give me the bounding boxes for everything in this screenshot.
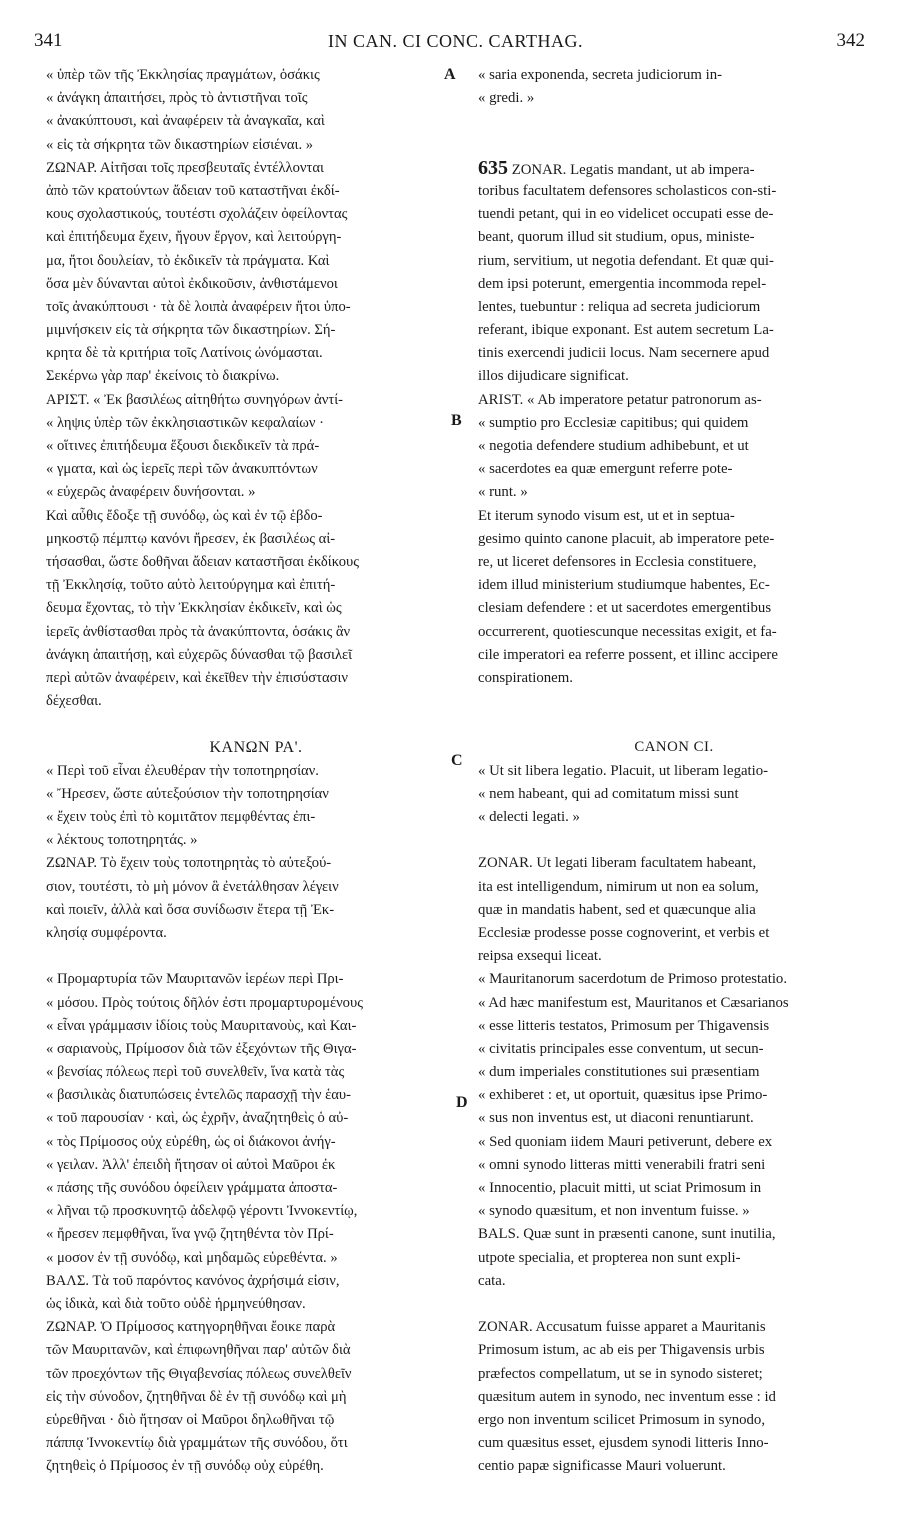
- greek-text-line: « ὑπὲρ τῶν τῆς Ἐκκλησίας πραγμάτων, ὁσάκις: [46, 67, 320, 83]
- margin-letter-b: B: [451, 412, 462, 429]
- latin-text-line: ZONAR. Accusatum fuisse apparet a Mauritanis: [478, 1319, 766, 1336]
- greek-text-line: « βενσίας πόλεως περὶ τοῦ συνελθεῖν, ἵνα κατὰ τὰς: [46, 1064, 345, 1081]
- latin-text-line: dem ipsi poterunt, emergentia incommoda repel-: [478, 275, 767, 292]
- greek-text-line: καὶ ἐπιτήδευμα ἔχειν, ἤγουν ἔργον, καὶ λειτούργη-: [46, 229, 342, 246]
- greek-text-line: « γματα, καὶ ὡς ἱερεῖς περὶ τῶν ἀνακυπτόντων: [46, 461, 318, 478]
- greek-text-line: ἀπὸ τῶν κρατούντων ἄδειαν τοῦ καταστῆναι ἐκδί-: [46, 182, 340, 199]
- latin-text-line: « dum imperiales constitutiones sui præsentiam: [478, 1064, 760, 1081]
- latin-zonar-start: ZONAR. Legatis mandant, ut ab impera-: [511, 161, 755, 178]
- latin-text-line: Primosum istum, ac ab eis per Thigavensis urbis: [478, 1342, 765, 1359]
- greek-text-line: ΖΩΝΑΡ. Τὸ ἔχειν τοὺς τοποτηρητὰς τὸ αὐτεξού-: [46, 855, 332, 872]
- greek-text-line: τῇ Ἐκκλησίᾳ, τοῦτο αὐτὸ λειτούργημα καὶ ἐπιτή-: [46, 577, 336, 594]
- greek-text-line: μιμνήσκειν εἰς τὰ σήκρητα τῶν δικαστηρίων. Σή-: [46, 322, 336, 339]
- greek-text-line: εὑρεθῆναι · διὸ ἤτησαν οἱ Μαῦροι δηλωθῆναι τῷ: [46, 1411, 335, 1428]
- latin-text-line: « Ad hæc manifestum est, Mauritanos et Cæsarianos: [478, 994, 789, 1011]
- latin-text-line: clesiam defendere : et ut sacerdotes emergentibus: [478, 600, 772, 617]
- margin-letter-c: C: [451, 752, 463, 769]
- latin-column: [478, 64, 870, 1478]
- left-page-number: 341: [34, 30, 63, 51]
- greek-text-line: « ἀνακύπτουσι, καὶ ἀναφέρειν τὰ ἀναγκαῖα, καὶ: [46, 113, 325, 130]
- greek-text-line: Καὶ αὖθις ἔδοξε τῇ συνόδῳ, ὡς καὶ ἐν τῷ ἑβδο-: [46, 507, 323, 524]
- latin-text-line: tuendi petant, qui in eo videlicet occupati esse de-: [478, 206, 774, 223]
- latin-text-line: « negotia defendere studium adhibebunt, et ut: [478, 438, 749, 454]
- latin-text-line: « sacerdotes ea quæ emergunt referre pote-: [478, 461, 733, 478]
- latin-text-line: præfectos compellatum, ut se in synodo sisteret;: [478, 1365, 763, 1382]
- greek-text-line: « μόσου. Πρὸς τούτοις δῆλόν ἐστι προμαρτυρομένους: [46, 994, 363, 1011]
- latin-text-line: BALS. Quæ sunt in præsenti canone, sunt inutilia,: [478, 1226, 776, 1243]
- greek-text-line: τῶν προεχόντων τῆς Θιγαβενσίας πόλεως συνελθεῖν: [46, 1365, 352, 1382]
- margin-letter-a: A: [444, 66, 456, 83]
- latin-text-line: occurrerent, quotiescunque necessitas exigit, et fa-: [478, 623, 777, 640]
- greek-spacer: [46, 713, 466, 736]
- greek-text-line: ΒΑΛΣ. Τὰ τοῦ παρόντος κανόνος ἀχρήσιμά εἰσιν,: [46, 1272, 340, 1289]
- margin-letter-d: D: [456, 1094, 468, 1111]
- latin-text-line: toribus facultatem defensores scholasticos con-sti-: [478, 182, 777, 199]
- page-header: [0, 30, 911, 58]
- latin-text-line: utpote specialia, et propterea non sunt expli-: [478, 1249, 741, 1266]
- greek-text-line: « εὐχερῶς ἀναφέρειν δυνήσονται. »: [46, 484, 256, 501]
- greek-spacer: [46, 945, 466, 968]
- latin-text-line: Ecclesiæ prodesse posse cognoverint, et verbis et: [478, 924, 770, 941]
- greek-text-line: ΖΩΝΑΡ. Αἰτῆσαι τοῖς πρεσβευταῖς ἐντέλλονται: [46, 159, 324, 176]
- latin-spacer: [478, 713, 870, 736]
- latin-text-line: « Ut sit libera legatio. Placuit, ut liberam legatio-: [478, 762, 769, 779]
- paragraph-number: 635: [478, 156, 508, 179]
- latin-text-line: reipsa exsequi liceat.: [478, 948, 602, 965]
- greek-text-line: τήσασθαι, ὥστε δοθῆναι ἄδειαν καταστῆσαι ἐκδίκους: [46, 553, 360, 570]
- greek-text-line: ΑΡΙΣΤ. « Ἐκ βασιλέως αἰτηθήτω συνηγόρων ἀντί-: [46, 391, 344, 408]
- greek-text-line: « ἔχειν τοὺς ἐπὶ τὸ κομιτᾶτον πεμφθέντας ἐπι-: [46, 809, 316, 825]
- latin-text-line: « omni synodo litteras mitti venerabili fratri seni: [478, 1156, 766, 1173]
- greek-text-line: σιον, τουτέστι, τὸ μὴ μόνον ἃ ἐνετάλθησαν λέγειν: [46, 878, 339, 895]
- greek-text-line: « ἀνάγκη ἀπαιτήσει, πρὸς τὸ ἀντιστῆναι τοῖς: [46, 90, 308, 107]
- latin-text-line: ergo non inventum scilicet Primosum in synodo,: [478, 1411, 766, 1428]
- greek-text-line: τοῖς ἀνακύπτουσι · τὰ δὲ λοιπὰ ἀναφέρειν ἤτοι ὑπο-: [46, 298, 351, 315]
- greek-text-line: μηκοστῷ πέμπτῳ κανόνι ἤρεσεν, ἐκ βασιλέως αἰ-: [46, 530, 336, 547]
- greek-text-line: κλησίᾳ συμφέροντα.: [46, 924, 167, 941]
- greek-text-line: περὶ αὐτῶν ἀναφέρειν, καὶ ἐκεῖθεν τὴν ἐπισύστασιν: [46, 669, 348, 686]
- latin-text-line: conspirationem.: [478, 669, 573, 686]
- latin-text-line: « synodo quæsitum, et non inventum fuisse. »: [478, 1203, 750, 1220]
- latin-text-line: re, ut liceret defensores in Ecclesia constituere,: [478, 553, 757, 570]
- latin-spacer: [478, 829, 870, 852]
- right-page-number: 342: [836, 30, 865, 51]
- greek-text-line: « τὸς Πρίμοσος οὐχ εὑρέθη, ὡς οἱ διάκονοι ἀνήγ-: [46, 1133, 336, 1150]
- greek-text-line: ὡς ἰδικὰ, καὶ διὰ τοῦτο οὐδὲ ἡρμηνεύθησαν.: [46, 1295, 306, 1312]
- latin-spacer: [478, 690, 870, 713]
- greek-text-line: « σαριανοὺς, Πρίμοσον διὰ τῶν ἐξεχόντων τῆς Θιγα-: [46, 1040, 357, 1057]
- latin-text-line: « Mauritanorum sacerdotum de Primoso protestatio.: [478, 971, 788, 988]
- latin-text-line: « exhiberet : et, ut oportuit, quæsitus ipse Primo-: [478, 1087, 768, 1104]
- latin-spacer: [478, 1293, 870, 1316]
- greek-text-line: « τοῦ παρουσίαν · καὶ, ὡς ἐχρῆν, ἀναζητηθεὶς ὁ αὐ-: [46, 1110, 349, 1127]
- latin-text-line: rium, servitium, ut negotia defendant. Et quæ qui-: [478, 252, 774, 269]
- latin-text-line: ARIST. « Ab imperatore petatur patronorum as-: [478, 391, 762, 408]
- latin-text-line: « sumptio pro Ecclesiæ capitibus; qui quidem: [478, 414, 749, 431]
- latin-text-line: « saria exponenda, secreta judiciorum in-: [478, 67, 723, 83]
- latin-text-line: Et iterum synodo visum est, ut et in septua-: [478, 507, 735, 524]
- latin-text-line: beant, quorum illud sit studium, opus, ministe-: [478, 229, 755, 246]
- running-title: IN CAN. CI CONC. CARTHAG.: [328, 31, 583, 51]
- greek-text-line: τῶν Μαυριτανῶν, καὶ ἐπιφωνηθῆναι παρ' αὐτῶν διὰ: [46, 1342, 351, 1359]
- greek-text-line: εἰς τὴν σύνοδον, ζητηθῆναι δὲ ἐν τῇ συνόδῳ καὶ μὴ: [46, 1388, 347, 1405]
- greek-text-line: ὅσα μὲν δύνανται αὐτοὶ ἐκδικοῦσιν, ἀνθιστάμενοι: [46, 275, 338, 292]
- greek-text-line: « εἰς τὰ σήκρητα τῶν δικαστηρίων εἰσιέναι. »: [46, 136, 314, 153]
- greek-text-line: Σεκέρνω γὰρ παρ' ἐκείνοις τὸ διακρίνω.: [46, 368, 280, 385]
- latin-text-line: [478, 157, 870, 180]
- greek-canon-heading: ΚΑΝΩΝ ΡΑ'.: [209, 739, 303, 757]
- latin-text-line: idem illud ministerium studiumque habentes, Ec-: [478, 577, 770, 594]
- latin-canon-heading: CANON CI.: [634, 739, 714, 756]
- greek-text-line: « βασιλικὰς διατυπώσεις ἐντελῶς παρασχῇ τὴν ἑαυ-: [46, 1087, 351, 1104]
- greek-text-line: μα, ἤτοι δουλείαν, τὸ ἐκδικεῖν τὰ πράγματα. Καὶ: [46, 252, 330, 269]
- latin-text-line: tinis exercendi judicii locus. Nam secernere apud: [478, 345, 770, 362]
- latin-text-line: referant, ibique exponant. Est autem secretum La-: [478, 322, 774, 339]
- greek-text-line: « Ἤρεσεν, ὥστε αὐτεξούσιον τὴν τοποτηρησίαν: [46, 785, 329, 802]
- latin-text-line: « runt. »: [478, 484, 528, 501]
- greek-text-line: πάππᾳ Ἰννοκεντίῳ διὰ γραμμάτων τῆς συνόδου, ὅτι: [46, 1435, 348, 1452]
- greek-text-line: ζητηθεὶς ὁ Πρίμοσος ἐν τῇ συνόδῳ οὐχ εὑρέθη.: [46, 1458, 324, 1475]
- latin-text-line: ita est intelligendum, nimirum ut non ea solum,: [478, 878, 759, 895]
- greek-column: [46, 64, 466, 1478]
- latin-text-line: ZONAR. Ut legati liberam facultatem habeant,: [478, 855, 757, 872]
- latin-text-line: cum quæsitus esset, ejusdem synodi litteris Inno-: [478, 1435, 769, 1452]
- greek-text-line: καὶ ποιεῖν, ἀλλὰ καὶ ὅσα συνίδωσιν ἕτερα τῇ Ἐκ-: [46, 901, 335, 918]
- latin-text-line: « Innocentio, placuit mitti, ut sciat Primosum in: [478, 1180, 762, 1196]
- greek-text-line: « Προμαρτυρία τῶν Μαυριτανῶν ἱερέων περὶ Πρι-: [46, 971, 344, 988]
- latin-text-line: « delecti legati. »: [478, 809, 580, 825]
- latin-text-line: cile imperatori ea referre possent, et illinc accipere: [478, 646, 778, 663]
- greek-text-line: « ληψις ὑπὲρ τῶν ἐκκλησιαστικῶν κεφαλαίων ·: [46, 414, 325, 431]
- latin-text-line: « nem habeant, qui ad comitatum missi sunt: [478, 785, 739, 802]
- greek-text-line: ΖΩΝΑΡ. Ὁ Πρίμοσος κατηγορηθῆναι ἔοικε παρὰ: [46, 1319, 336, 1336]
- latin-text-line: lentes, tuebuntur : reliqua ad secreta judiciorum: [478, 298, 761, 315]
- latin-text-line: « gredi. »: [478, 90, 535, 107]
- latin-text-line: gesimo quinto canone placuit, ab imperatore pete-: [478, 530, 775, 547]
- latin-text-line: « esse litteris testatos, Primosum per Thigavensis: [478, 1017, 770, 1034]
- greek-text-line: « γειλαν. Ἀλλ' ἐπειδὴ ἤτησαν οἱ αὐτοὶ Μαῦροι ἐκ: [46, 1156, 336, 1173]
- latin-text-line: cata.: [478, 1272, 506, 1289]
- greek-text-line: « πάσης τῆς συνόδου ὀφείλειν γράμματα ἀποστα-: [46, 1180, 338, 1196]
- greek-text-line: ἀνάγκη ἀπαιτήσῃ, καὶ εὐχερῶς δύνασθαι τῷ βασιλεῖ: [46, 646, 353, 663]
- latin-spacer: [478, 110, 870, 133]
- latin-text-line: « Sed quoniam iidem Mauri petiverunt, debere ex: [478, 1133, 773, 1150]
- greek-text-line: δευμα ἔχοντας, τὸ τὴν Ἐκκλησίαν ἐκδικεῖν, καὶ ὡς: [46, 600, 342, 617]
- greek-text-line: κους σχολαστικούς, τουτέστι σχολάζειν ὀφείλοντας: [46, 206, 348, 223]
- greek-text-line: « λέκτους τοποτηρητάς. »: [46, 832, 198, 849]
- greek-text-line: ἱερεῖς ἀνθίστασθαι πρὸς τὰ ἀνακύπτοντα, ὁσάκις ἂν: [46, 623, 351, 640]
- greek-text-line: « Περὶ τοῦ εἶναι ἐλευθέραν τὴν τοποτηρησίαν.: [46, 762, 319, 779]
- latin-text-line: illos dijudicare significat.: [478, 368, 629, 385]
- greek-text-line: « ἤρεσεν πεμφθῆναι, ἵνα γνῷ ζητηθέντα τὸν Πρί-: [46, 1226, 334, 1243]
- latin-text-line: centio papæ significasse Mauri voluerunt.: [478, 1458, 726, 1475]
- greek-text-line: « εἶναι γράμμασιν ἰδίοις τοὺς Μαυριτανοὺς, καὶ Και-: [46, 1017, 357, 1034]
- latin-text-line: quæ in mandatis habent, sed et quæcunque alia: [478, 901, 756, 918]
- greek-text-line: « οἵτινες ἐπιτήδευμα ἕξουσι διεκδικεῖν τὰ πρά-: [46, 438, 320, 454]
- latin-text-line: quæsitum autem in synodo, nec inventum esse : id: [478, 1388, 776, 1405]
- greek-text-line: « λῆναι τῷ προσκυνητῷ ἀδελφῷ γέροντι Ἰννοκεντίῳ,: [46, 1203, 358, 1220]
- greek-text-line: κρητα δὲ τὰ κριτήρια τοῖς Λατίνοις ὠνόμασται.: [46, 345, 323, 362]
- greek-text-line: δέχεσθαι.: [46, 693, 102, 710]
- greek-text-line: « μοσον ἐν τῇ συνόδῳ, καὶ μηδαμῶς εὑρεθέντα. »: [46, 1249, 338, 1266]
- latin-spacer: [478, 134, 870, 157]
- latin-text-line: « civitatis principales esse conventum, ut secun-: [478, 1040, 764, 1057]
- latin-text-line: « sus non inventus est, ut diaconi renuntiarunt.: [478, 1110, 754, 1127]
